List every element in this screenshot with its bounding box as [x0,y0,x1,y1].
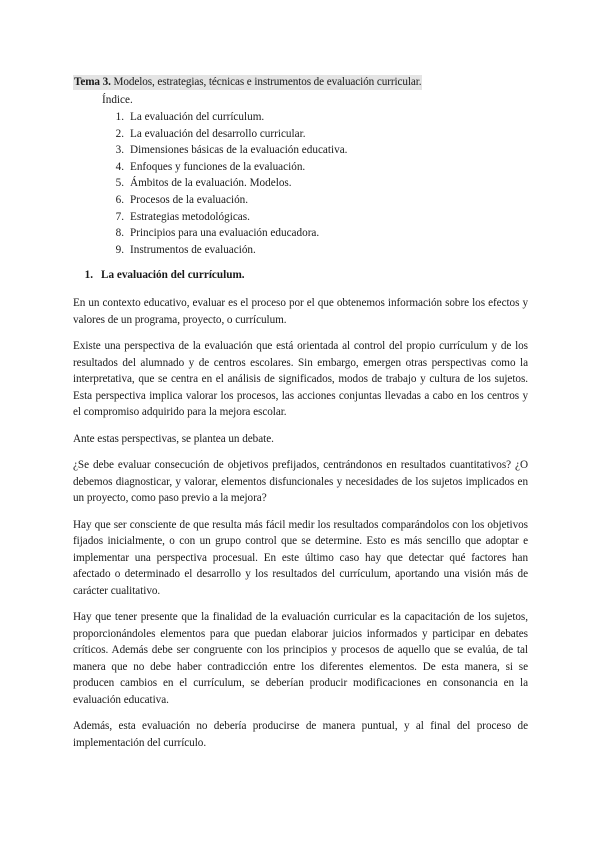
toc-item-text: La evaluación del currículum. [130,111,265,123]
toc-item-number: 1. [115,111,124,123]
section-number: 1. [84,269,93,282]
toc-item-number: 5. [115,177,124,190]
paragraph: Existe una perspectiva de la evaluación que está orientada al control del propio currículum y de los resultados del alumnado y de centros escolares. Sin embargo, emergen otras perspectivas como la interpretativa, que se centra en el análisis de significados, modos de trabajo y cultura de los sujetos. Esta perspectiva implica valorar los procesos, las acciones conjuntas llevadas a cabo en los centros y el compromiso adquirido para la mejora escolar. [73,340,528,419]
paragraph: Hay que ser consciente de que resulta más fácil medir los resultados comparándolos con los objetivos fijados inicialmente, o con un grupo control que se determine. Esto es más sencillo que adoptar e implementar una perspectiva procesual. En este último caso hay que detectar qué factores han afectado o determinado el desarrollo y los resultados del currículum, aportando una visión más de carácter cualitativo. [73,518,528,597]
toc-item [73,109,528,126]
paragraph: Hay que tener presente que la finalidad de la evaluación curricular es la capacitación de los sujetos, proporcionándoles elementos para que puedan elaborar juicios informados y participar en debates críticos. Además debe ser congruente con los principios y procesos de aquello que se evalúa, de tal manera que no debe haber contradicción entre los diferentes elementos. De esta manera, si se producen cambios en el currículum, se deberían producir modificaciones en consonancia en la evaluación educativa. [73,611,528,706]
paragraph: Además, esta evaluación no debería producirse de manera puntual, y al final del proceso de implementación del currículo. [73,720,528,749]
toc-item [73,209,528,226]
toc-item [73,175,528,192]
title-text: Modelos, estrategias, técnicas e instrumentos de evaluación curricular. [110,76,422,88]
toc-item [73,159,528,176]
toc-item-number: 8. [115,227,124,240]
toc-item-number: 2. [115,127,124,140]
toc-item-number: 3. [115,144,124,157]
toc-item [73,192,528,209]
toc-item-text: Estrategias metodológicas. [130,210,250,223]
document-title [73,75,422,90]
toc-item-text: Instrumentos de evaluación. [130,243,256,256]
index-label: Índice. [102,94,133,106]
toc-item-text: Ámbitos de la evaluación. Modelos. [130,177,292,190]
toc-item-number: 7. [115,210,124,223]
toc-item-text: La evaluación del desarrollo curricular. [130,127,306,140]
paragraph: En un contexto educativo, evaluar es el proceso por el que obtenemos información sobre los efectos y valores de un programa, proyecto, o currículum. [73,297,528,326]
paragraph: ¿Se debe evaluar consecución de objetivos prefijados, centrándonos en resultados cuantitativos? ¿O debemos diagnosticar, y valorar, elementos disfuncionales y necesidades de los sujetos implicados en un proyecto, como paso previo a la mejora? [73,459,528,505]
toc-item [73,242,528,259]
paragraph: Ante estas perspectivas, se plantea un debate. [73,432,274,445]
document-page [73,72,528,751]
toc-item-number: 6. [115,193,124,206]
toc-item [73,126,528,143]
section-heading [73,267,528,283]
section-title: La evaluación del currículum. [101,269,245,282]
toc-item-text: Dimensiones básicas de la evaluación educativa. [130,144,348,157]
toc-item [73,225,528,242]
toc-item-number: 4. [115,160,124,173]
toc-item-text: Principios para una evaluación educadora. [130,227,320,240]
toc-item-number: 9. [115,243,124,256]
toc-item [73,142,528,159]
table-of-contents [73,109,528,258]
toc-item-text: Procesos de la evaluación. [130,193,249,206]
toc-item-text: Enfoques y funciones de la evaluación. [130,160,306,173]
title-topic-number: Tema 3. [74,76,111,88]
